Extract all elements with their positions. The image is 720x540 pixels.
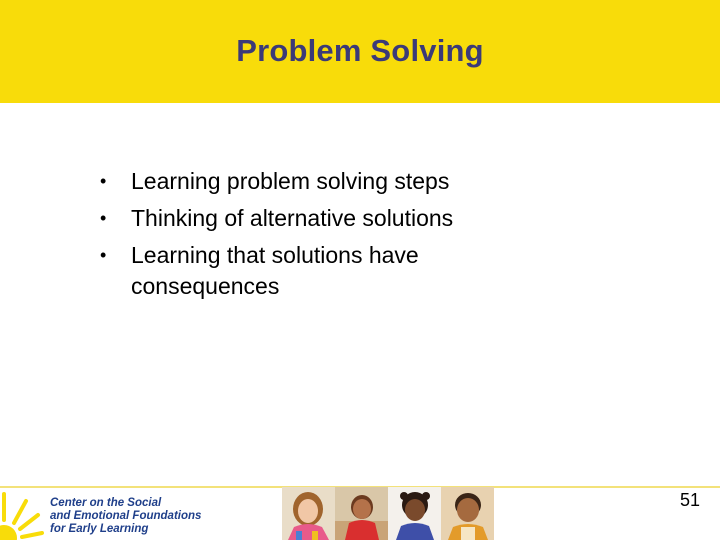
child-photo <box>441 487 494 540</box>
child-photo <box>335 487 388 540</box>
bullet-text: Thinking of alternative solutions <box>131 205 454 231</box>
bullet-marker: • <box>100 245 107 265</box>
page-number: 51 <box>679 490 700 510</box>
slide-title: Problem Solving <box>236 33 484 68</box>
child-photo <box>388 487 441 540</box>
org-line: and Emotional Foundations <box>50 510 202 522</box>
bullet-list <box>100 166 520 308</box>
children-photo-strip <box>282 487 494 540</box>
org-line: for Early Learning <box>50 523 149 535</box>
bullet-item <box>100 166 520 197</box>
bullet-item <box>100 203 520 234</box>
bullet-marker: • <box>100 171 107 191</box>
bullet-text: Learning problem solving steps <box>131 168 450 194</box>
bullet-item <box>100 240 520 302</box>
sun-logo-icon <box>0 488 44 540</box>
bullet-marker: • <box>100 208 107 228</box>
organization-name <box>50 497 280 536</box>
org-line: Center on the Social <box>50 497 162 509</box>
child-photo <box>282 487 335 540</box>
bullet-text: Learning that solutions have consequences <box>131 242 419 299</box>
